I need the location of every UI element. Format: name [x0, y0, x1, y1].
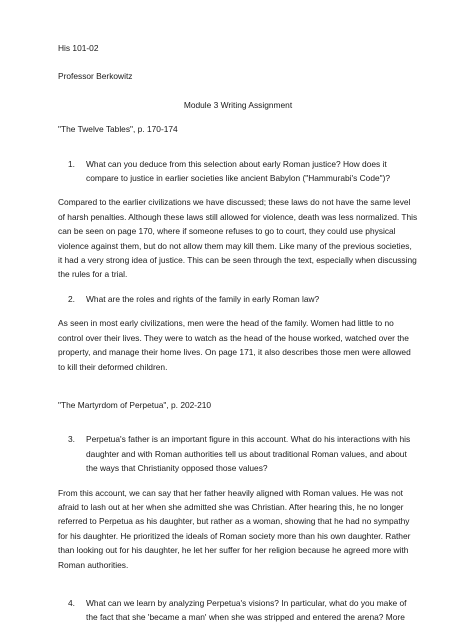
question-number: 2.	[68, 293, 75, 304]
answer-2: As seen in most early civilizations, men were the head of the family. Women had little to no control over their lives. They were to watch as the head of the house worked, watched over the property, and manage their home lives. On page 171, it also describes those men were allowed to kill their deformed children.	[58, 318, 411, 372]
professor-name: Professor Berkowitz	[58, 71, 133, 82]
question-text: What can we learn by analyzing Perpetua's visions? In particular, what do you make of the fact that she 'became a man' when she was stripped and entered the arena? More	[86, 597, 407, 623]
section-heading-perpetua: "The Martyrdom of Perpetua", p. 202-210	[58, 399, 212, 410]
assignment-title: Module 3 Writing Assignment	[183, 99, 293, 110]
question-2	[58, 292, 418, 306]
question-text: Perpetua's father is an important figure in this account. What do his interactions with his daughter and with Roman authorities tell us about traditional Roman values, and about the ways that Christianity opposed those values?	[86, 434, 411, 474]
answer-3: From this account, we can say that her father heavily aligned with Roman values. He was not afraid to lash out at her when she admitted she was Christian. After hearing this, he no longer referred to Perpetua as his daughter, but rather as a woman, showing that he had no sympathy for his daughter. He prioritized the ideals of Roman society more than his own daughter. Rather than looking out for his daughter, he let her suffer for her religion because he agreed more with Roman authorities.	[58, 487, 411, 570]
course-code: His 101-02	[58, 43, 99, 53]
section-heading-twelve-tables: "The Twelve Tables", p. 170-174	[58, 124, 178, 135]
question-number: 3.	[68, 434, 75, 445]
answer-1: Compared to the earlier civilizations we have discussed; these laws do not have the same level of harsh penalties. Although these laws still allowed for violence, death was less normalized. This can be seen on page 170, where if someone refuses to go to court, they could use physical violence against them, but do not allow them may kill them. Like many of the previous societies, it had a very strong idea of justice. This can be seen through the text, especially when discussing the rules for a trial.	[58, 197, 418, 280]
question-1	[58, 157, 418, 186]
question-text: What can you deduce from this selection about early Roman justice? How does it compare to justice in earlier societies like ancient Babylon ("Hammurabi's Code")?	[86, 158, 391, 184]
question-4	[58, 596, 418, 625]
question-number: 4.	[68, 597, 75, 608]
question-3	[58, 432, 418, 475]
question-number: 1.	[68, 158, 75, 169]
question-text: What are the roles and rights of the family in early Roman law?	[86, 293, 320, 304]
